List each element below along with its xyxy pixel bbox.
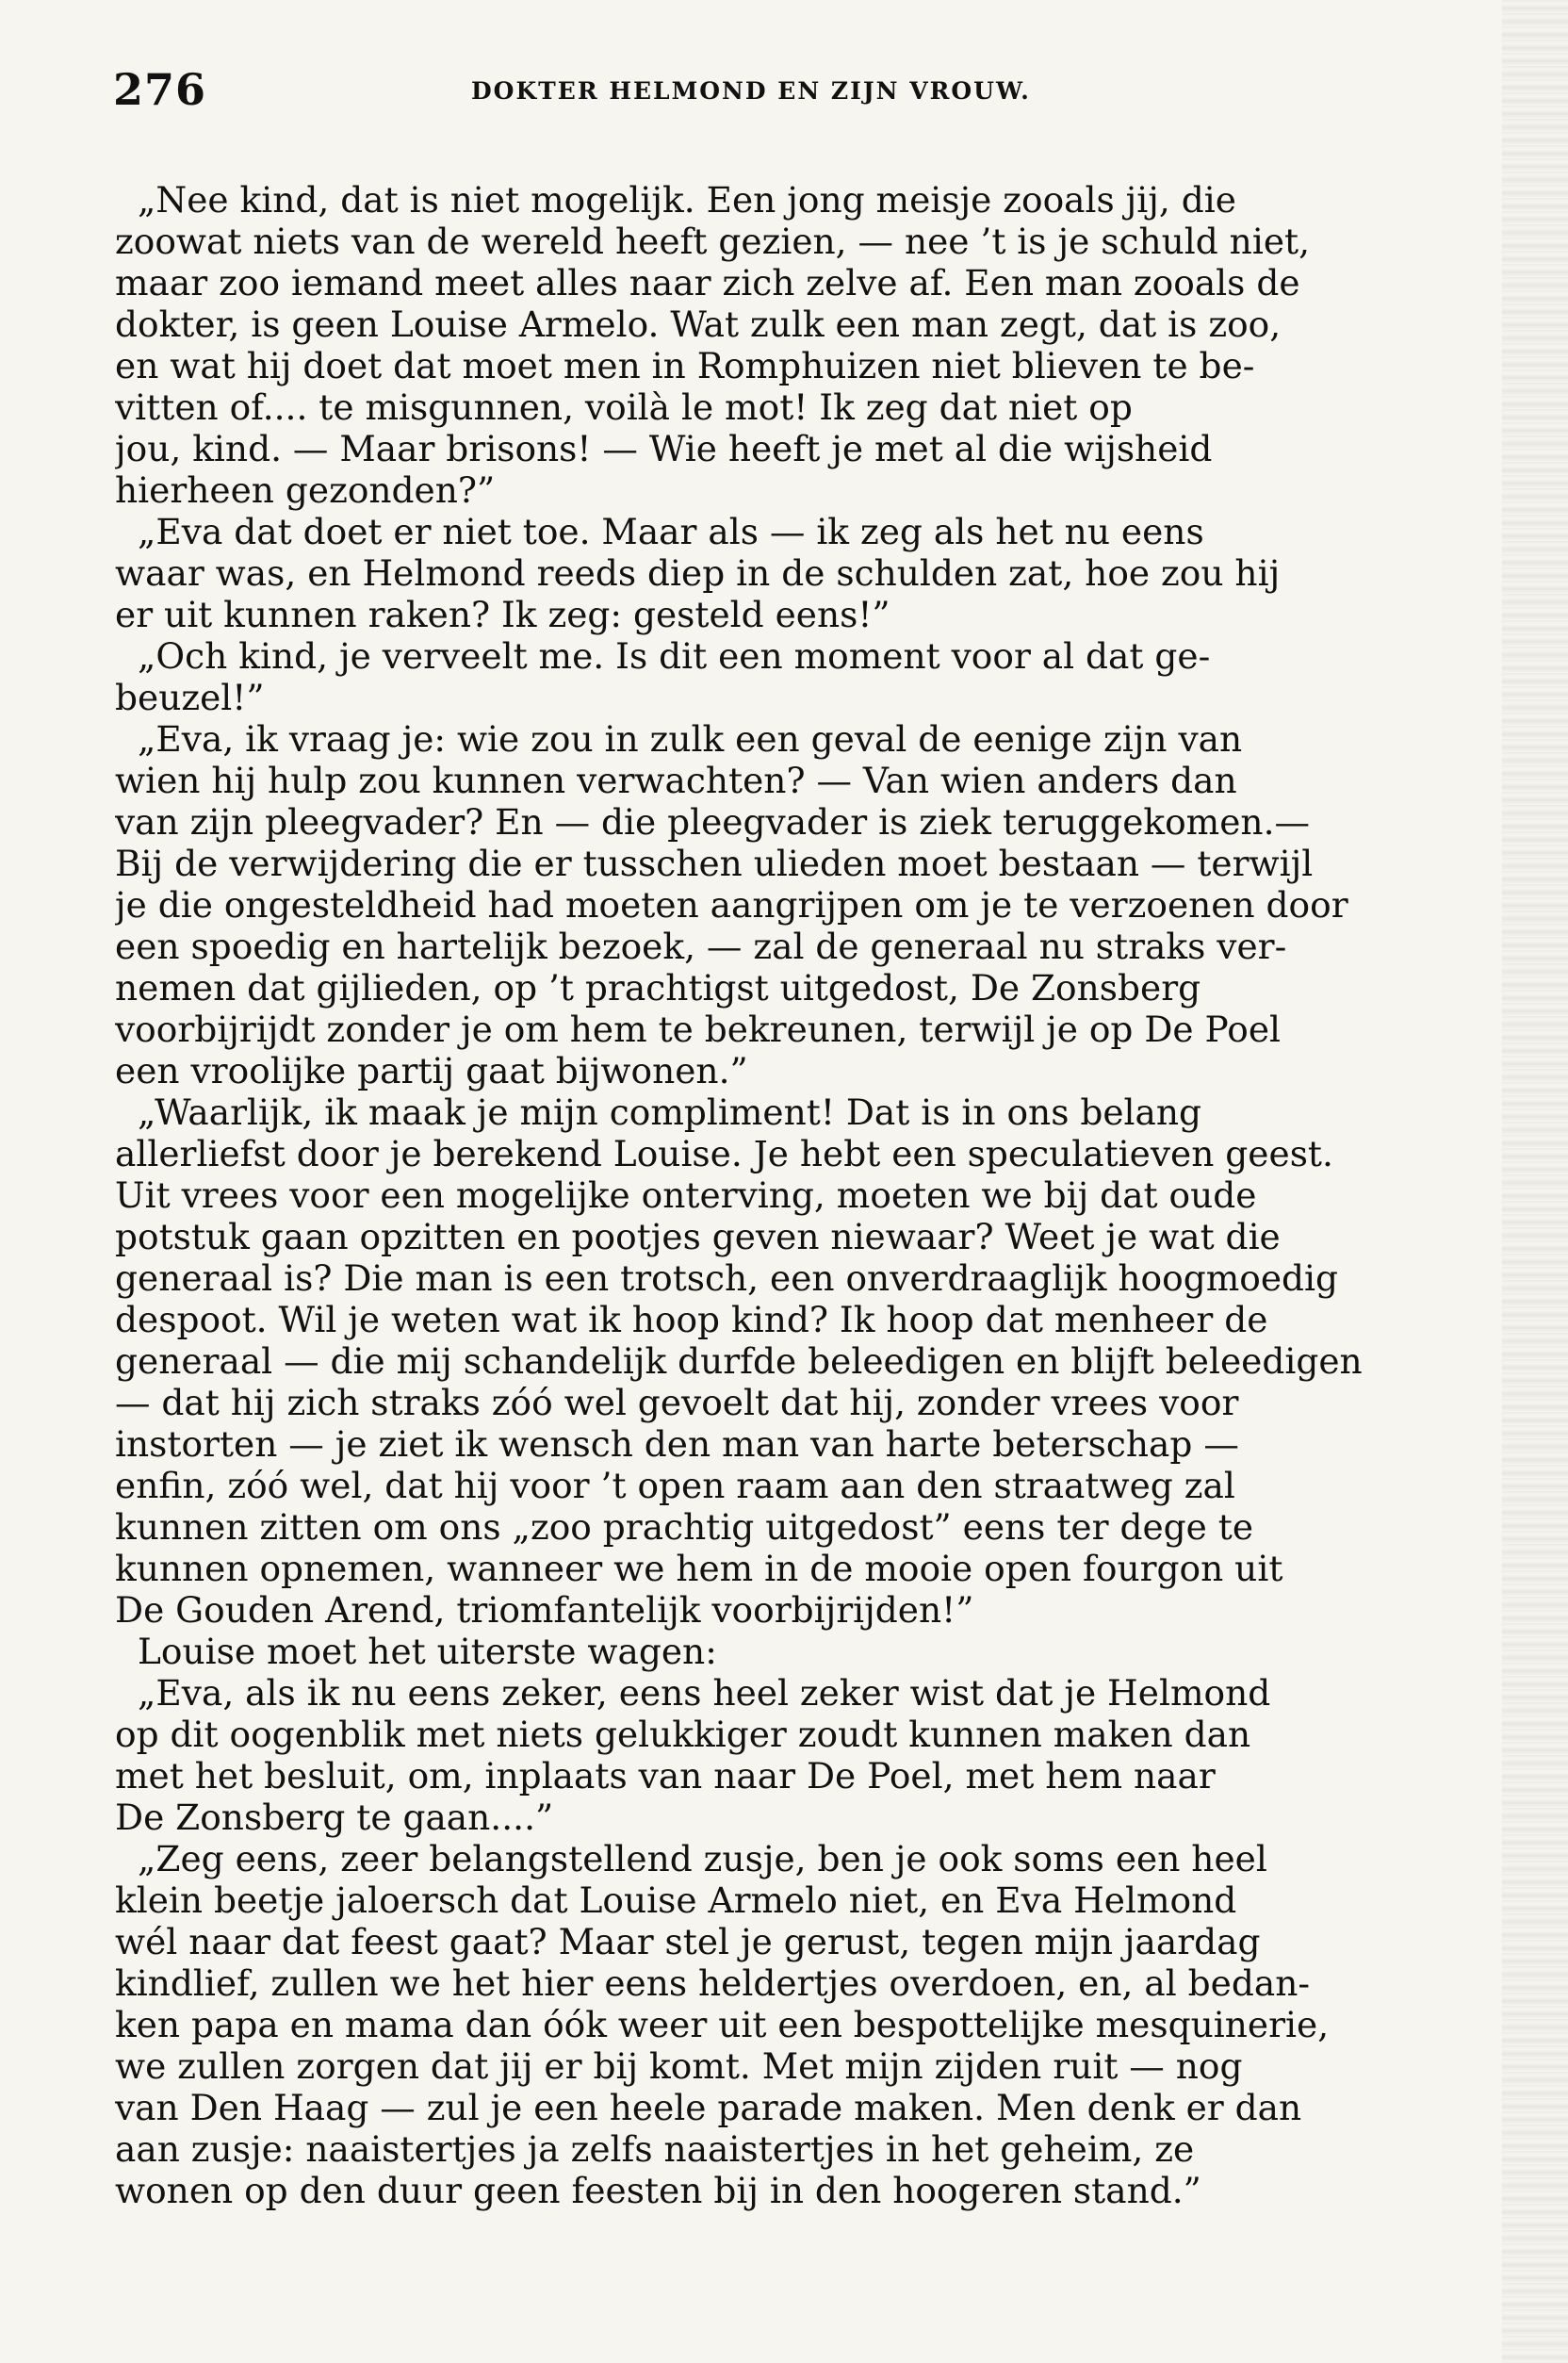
text-line: wonen op den duur geen feesten bij in den hoogeren stand.” [115,2170,1201,2211]
text-line: kunnen opnemen, wanneer we hem in de mooie open fourgon uit [115,1548,1283,1589]
text-line: Louise moet het uiterste wagen: [138,1631,717,1672]
text-line: zoowat niets van de wereld heeft gezien, — nee ’t is je schuld niet, [115,221,1311,262]
text-line: — dat hij zich straks zóó wel gevoelt dat hij, zonder vrees voor [115,1382,1239,1423]
text-line: generaal is? Die man is een trotsch, een onverdraaglijk hoogmoedig [115,1257,1339,1299]
text-line: hierheen gezonden?” [115,469,496,511]
text-line: een vroolijke partij gaat bijwonen.” [115,1050,748,1091]
text-line: je die ongesteldheid had moeten aangrijpen om je te verzoenen door [115,884,1348,926]
text-line: De Zonsberg te gaan....” [115,1797,554,1838]
text-line: van zijn pleegvader? En — die pleegvader is ziek teruggekomen.— [115,801,1311,843]
text-line: klein beetje jaloersch dat Louise Armelo niet, en Eva Helmond [115,1879,1237,1921]
text-line: „Waarlijk, ik maak je mijn compliment! Dat is in ons belang [138,1091,1202,1133]
text-line: een spoedig en hartelijk bezoek, — zal de generaal nu straks ver- [115,926,1287,967]
text-line: en wat hij doet dat moet men in Romphuizen niet blieven te be- [115,345,1255,386]
text-line: met het besluit, om, inplaats van naar De Poel, met hem naar [115,1755,1216,1797]
text-line: instorten — je ziet ik wensch den man van harte beterschap — [115,1423,1239,1465]
text-line: nemen dat gijlieden, op ’t prachtigst uitgedost, De Zonsberg [115,967,1201,1009]
text-line: Bij de verwijdering die er tusschen ulieden moet bestaan — terwijl [115,843,1314,884]
text-line: dokter, is geen Louise Armelo. Wat zulk een man zegt, dat is zoo, [115,304,1282,345]
text-line: vitten of.... te misgunnen, voilà le mot! Ik zeg dat niet op [115,386,1133,428]
text-line: „Eva, ik vraag je: wie zou in zulk een geval de eenige zijn van [138,718,1243,760]
text-line: wél naar dat feest gaat? Maar stel je gerust, tegen mijn jaardag [115,1921,1261,1962]
text-line: „Eva, als ik nu eens zeker, eens heel zeker wist dat je Helmond [138,1672,1271,1714]
text-line: we zullen zorgen dat jij er bij komt. Met mijn zijden ruit — nog [115,2045,1243,2087]
page-number: 276 [113,64,207,115]
text-line: van Den Haag — zul je een heele parade maken. Men denk er dan [115,2087,1302,2128]
text-line: waar was, en Helmond reeds diep in de schulden zat, hoe zou hij [115,552,1281,594]
text-line: generaal — die mij schandelijk durfde beleedigen en blijft beleedigen [115,1340,1363,1382]
text-line: De Gouden Arend, triomfantelijk voorbijrijden!” [115,1589,974,1631]
text-line: Uit vrees voor een mogelijke onterving, moeten we bij dat oude [115,1174,1257,1216]
text-line: enfin, zóó wel, dat hij voor ’t open raam aan den straatweg zal [115,1465,1235,1506]
text-line: kunnen zitten om ons „zoo prachtig uitgedost” eens ter dege te [115,1506,1254,1548]
text-line: voorbijrijdt zonder je om hem te bekreunen, terwijl je op De Poel [115,1009,1282,1050]
text-line: potstuk gaan opzitten en pootjes geven niewaar? Weet je wat die [115,1216,1281,1257]
text-line: allerliefst door je berekend Louise. Je hebt een speculatieven geest. [115,1133,1333,1174]
text-line: wien hij hulp zou kunnen verwachten? — Van wien anders dan [115,760,1237,801]
scan-edge [1502,0,1568,2363]
text-line: er uit kunnen raken? Ik zeg: gesteld eens!” [115,594,890,635]
text-line: jou, kind. — Maar brisons! — Wie heeft je met al die wijsheid [115,428,1213,469]
text-line: „Och kind, je verveelt me. Is dit een moment voor al dat ge- [138,635,1211,677]
text-line: ken papa en mama dan óók weer uit een bespottelijke mesquinerie, [115,2004,1330,2045]
text-line: kindlief, zullen we het hier eens heldertjes overdoen, en, al bedan- [115,1962,1311,2004]
text-line: beuzel!” [115,677,265,718]
text-line: maar zoo iemand meet alles naar zich zelve af. Een man zooals de [115,262,1300,304]
text-line: op dit oogenblik met niets gelukkiger zoudt kunnen maken dan [115,1714,1251,1755]
text-line: „Zeg eens, zeer belangstellend zusje, ben je ook soms een heel [138,1838,1267,1879]
text-line: aan zusje: naaistertjes ja zelfs naaistertjes in het geheim, ze [115,2128,1195,2170]
page-header [113,64,1470,121]
running-head: DOKTER HELMOND EN ZIJN VROUW. [471,77,1031,105]
text-line: „Nee kind, dat is niet mogelijk. Een jong meisje zooals jij, die [138,179,1236,221]
text-line: despoot. Wil je weten wat ik hoop kind? Ik hoop dat menheer de [115,1299,1268,1340]
text-line: „Eva dat doet er niet toe. Maar als — ik zeg als het nu eens [138,511,1204,552]
